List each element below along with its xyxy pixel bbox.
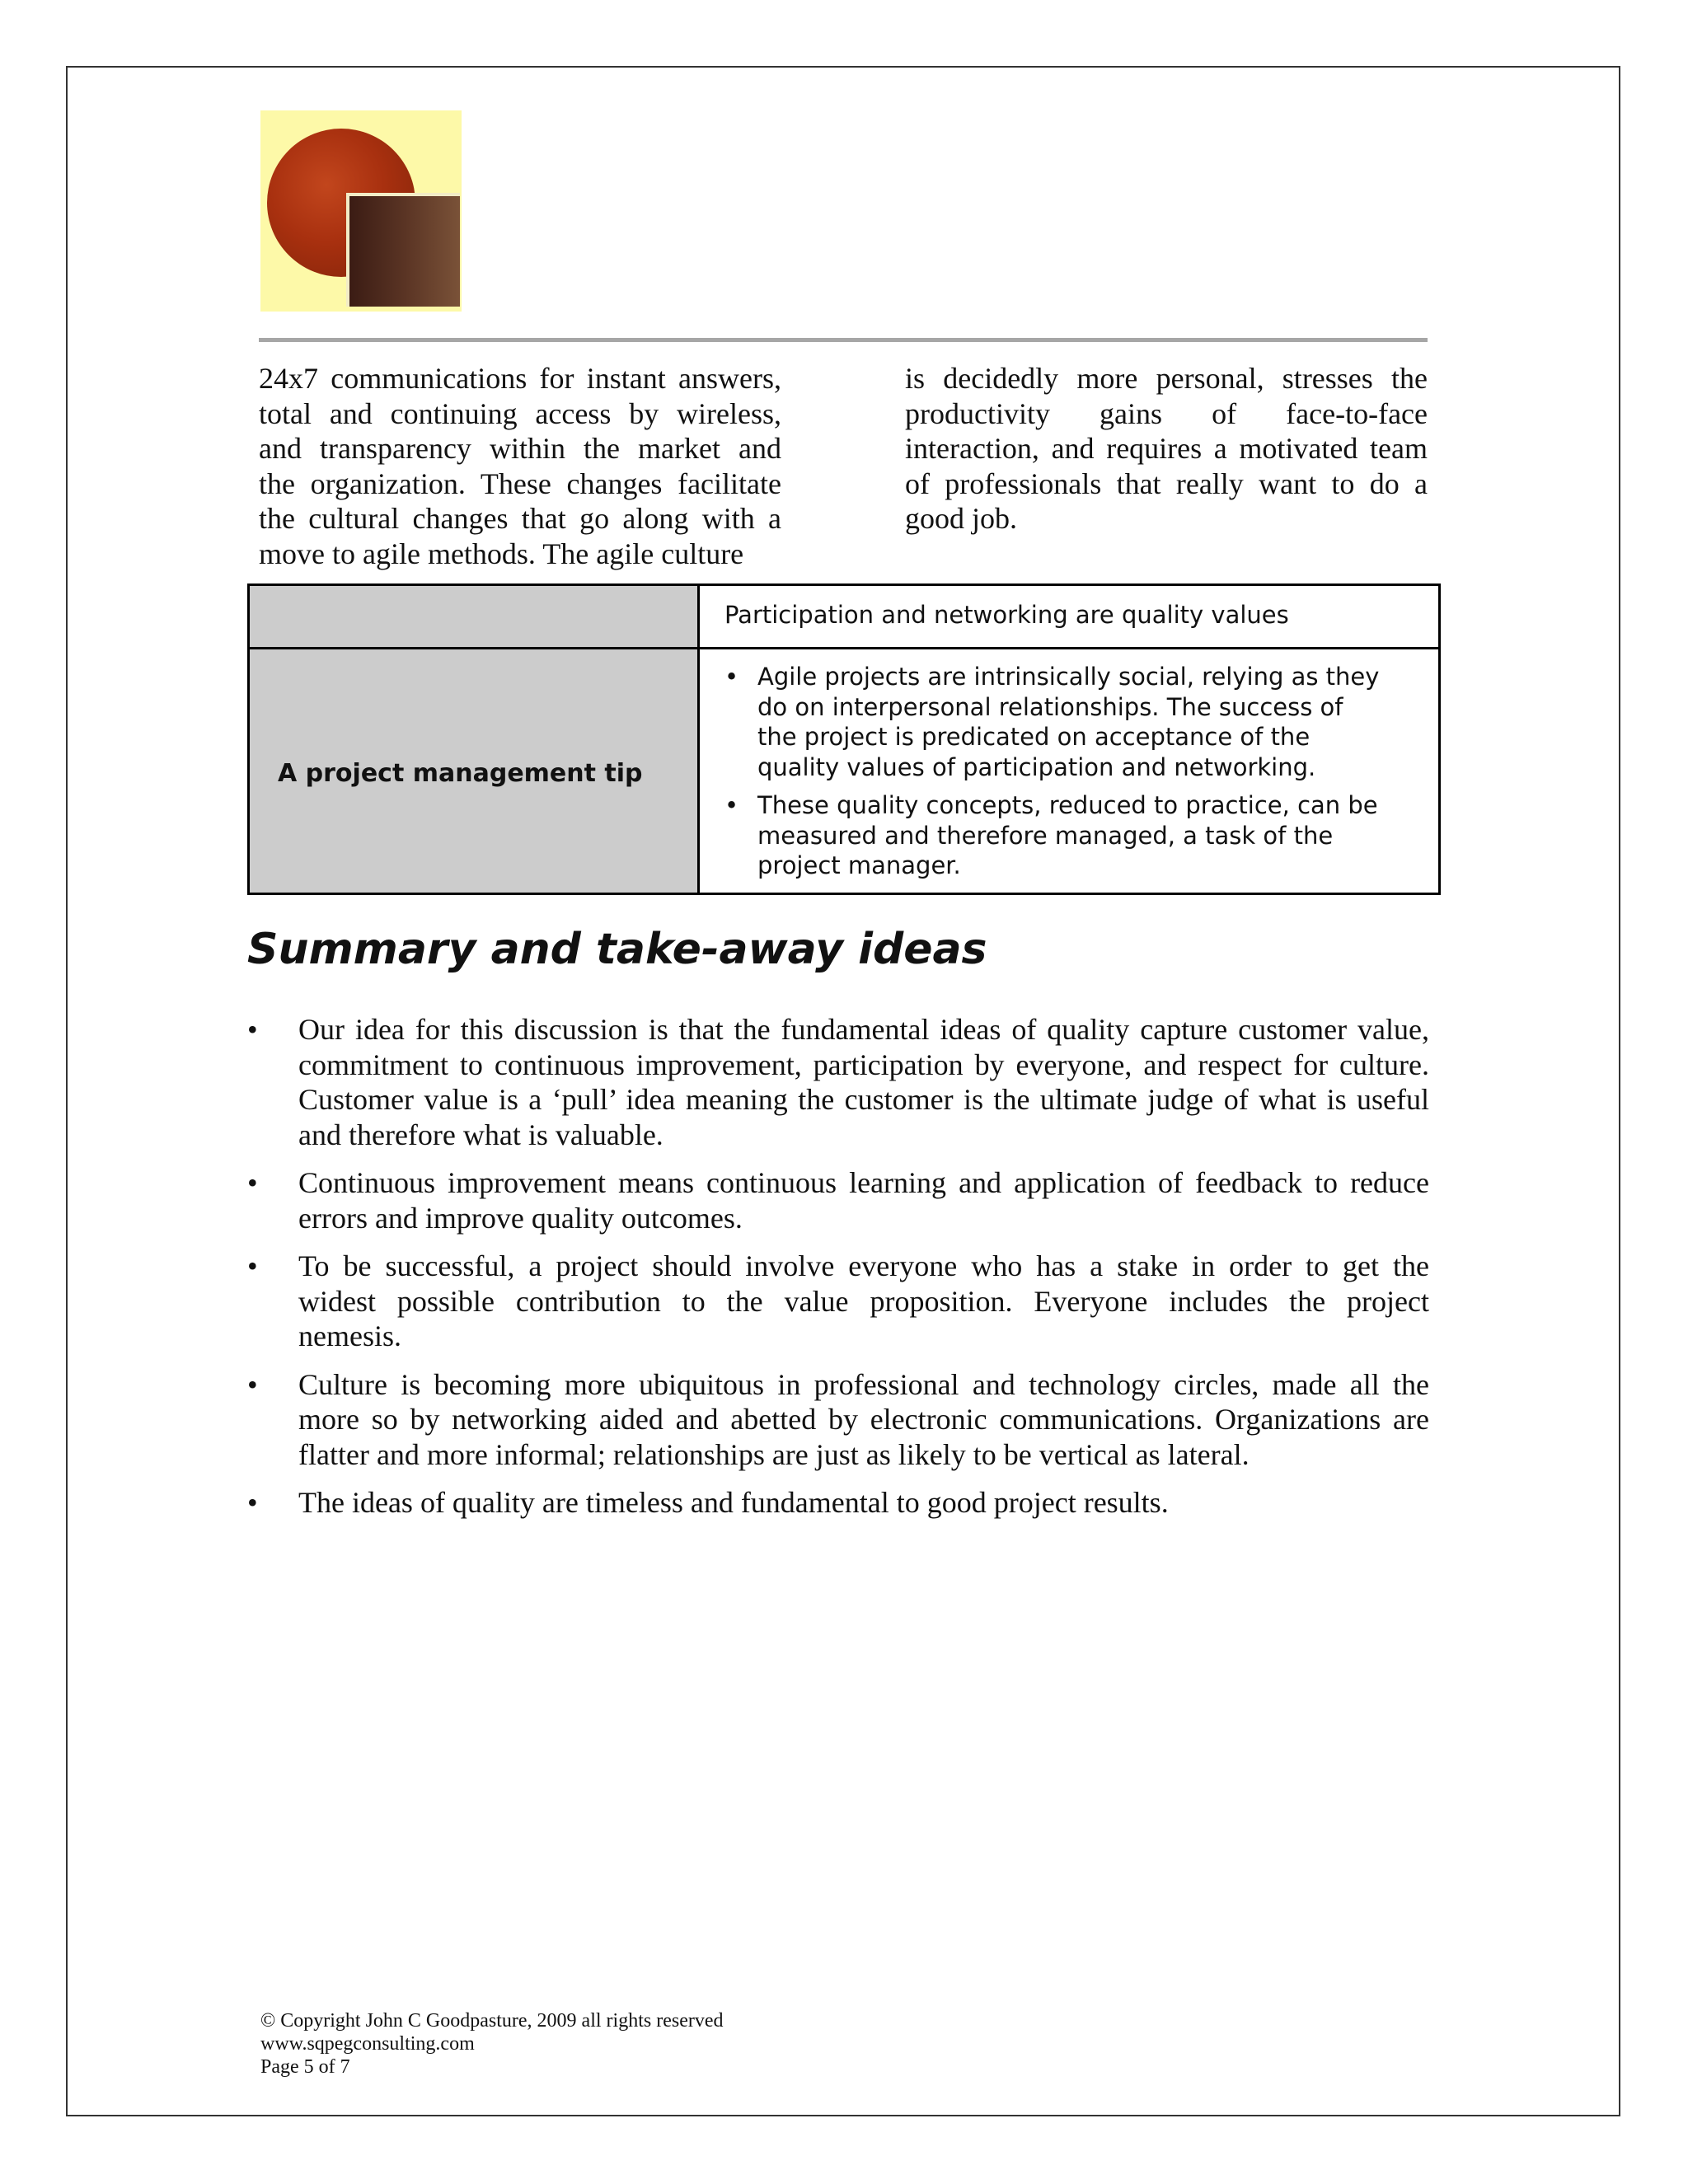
list-item-line: flatter and more informal; relationships are just as likely to be vertical as lateral. — [298, 1437, 1250, 1471]
text-line: good job. — [905, 502, 1018, 535]
text-line: 24x7 communications for instant answers, — [259, 362, 781, 395]
copyright-text: © Copyright John C Goodpasture, 2009 all rights reserved — [260, 2010, 724, 2032]
list-item-line: commitment to continuous improvement, participation by everyone, and respect for culture. — [298, 1047, 1429, 1081]
list-item-line: errors and improve quality outcomes. — [298, 1201, 743, 1235]
list-item — [724, 662, 1425, 782]
text-line: move to agile methods. The agile culture — [259, 537, 744, 570]
list-item-line: more so by networking aided and abetted by electronic communications. Organizations are — [298, 1403, 1429, 1436]
tip-list — [724, 662, 1425, 889]
text-line: and transparency within the market and — [259, 432, 781, 465]
page-footer — [260, 2009, 724, 2079]
list-item — [247, 1165, 1429, 1235]
list-item — [247, 1485, 1429, 1521]
tip-table — [247, 583, 1441, 895]
list-item-line: measured and therefore managed, a task of the — [757, 821, 1334, 850]
section-title: Summary and take-away ideas — [247, 925, 987, 974]
tip-content-cell — [700, 586, 1438, 893]
list-item-line: To be successful, a project should involve everyone who has a stake in order to get the — [298, 1249, 1429, 1282]
bullet-icon: • — [724, 791, 739, 819]
text-line: the organization. These changes facilitate — [259, 466, 781, 500]
header-rule — [259, 338, 1428, 342]
list-item-line: Agile projects are intrinsically social, relying as they — [757, 663, 1380, 691]
page-number: Page 5 of 7 — [260, 2056, 350, 2078]
text-column-left — [259, 361, 781, 571]
table-divider — [700, 647, 1438, 649]
list-item-line: These quality concepts, reduced to practice, can be — [757, 791, 1378, 819]
text-line: is decidedly more personal, stresses the — [905, 362, 1428, 395]
text-line: of professionals that really want to do a — [905, 466, 1428, 500]
list-item-line: do on interpersonal relationships. The success of — [757, 692, 1343, 721]
text-line: the cultural changes that go along with a — [259, 502, 781, 535]
tip-label-cell — [250, 586, 700, 893]
list-item — [247, 1012, 1429, 1152]
bullet-icon: • — [247, 1367, 258, 1401]
circle-square-logo-icon — [260, 110, 462, 312]
text-line: interaction, and requires a motivated team — [905, 432, 1428, 465]
list-item-line: widest possible contribution to the value proposition. Everyone includes the project — [298, 1284, 1429, 1318]
logo-square — [346, 193, 460, 307]
bullet-icon: • — [247, 1486, 258, 1519]
list-item-line: the project is predicated on acceptance of the — [757, 723, 1311, 751]
list-item-line: and therefore what is valuable. — [298, 1118, 663, 1151]
bullet-icon: • — [247, 1013, 258, 1046]
summary-list — [247, 1012, 1429, 1534]
list-item — [724, 790, 1425, 881]
tip-header: Participation and networking are quality values — [724, 601, 1289, 629]
website-link[interactable]: www.sqpegconsulting.com — [260, 2033, 475, 2055]
bullet-icon: • — [724, 663, 739, 691]
bullet-icon: • — [247, 1166, 258, 1199]
table-divider — [250, 647, 697, 649]
list-item-line: The ideas of quality are timeless and fundamental to good project results. — [298, 1486, 1169, 1519]
list-item-line: Our idea for this discussion is that the fundamental ideas of quality capture customer value, — [298, 1013, 1429, 1046]
list-item-line: Culture is becoming more ubiquitous in professional and technology circles, made all the — [298, 1367, 1429, 1401]
text-line: total and continuing access by wireless, — [259, 396, 781, 430]
list-item-line: project manager. — [757, 851, 961, 879]
text-line: productivity gains of face-to-face — [905, 396, 1428, 430]
list-item-line: Customer value is a ‘pull’ idea meaning the customer is the ultimate judge of what is useful — [298, 1083, 1429, 1116]
list-item — [247, 1367, 1429, 1473]
bullet-icon: • — [247, 1249, 258, 1282]
tip-label: A project management tip — [278, 759, 643, 788]
list-item — [247, 1249, 1429, 1354]
text-column-right — [905, 361, 1428, 537]
list-item-line: nemesis. — [298, 1319, 401, 1352]
list-item-line: Continuous improvement means continuous learning and application of feedback to reduce — [298, 1166, 1429, 1199]
list-item-line: quality values of participation and networking. — [757, 752, 1316, 781]
